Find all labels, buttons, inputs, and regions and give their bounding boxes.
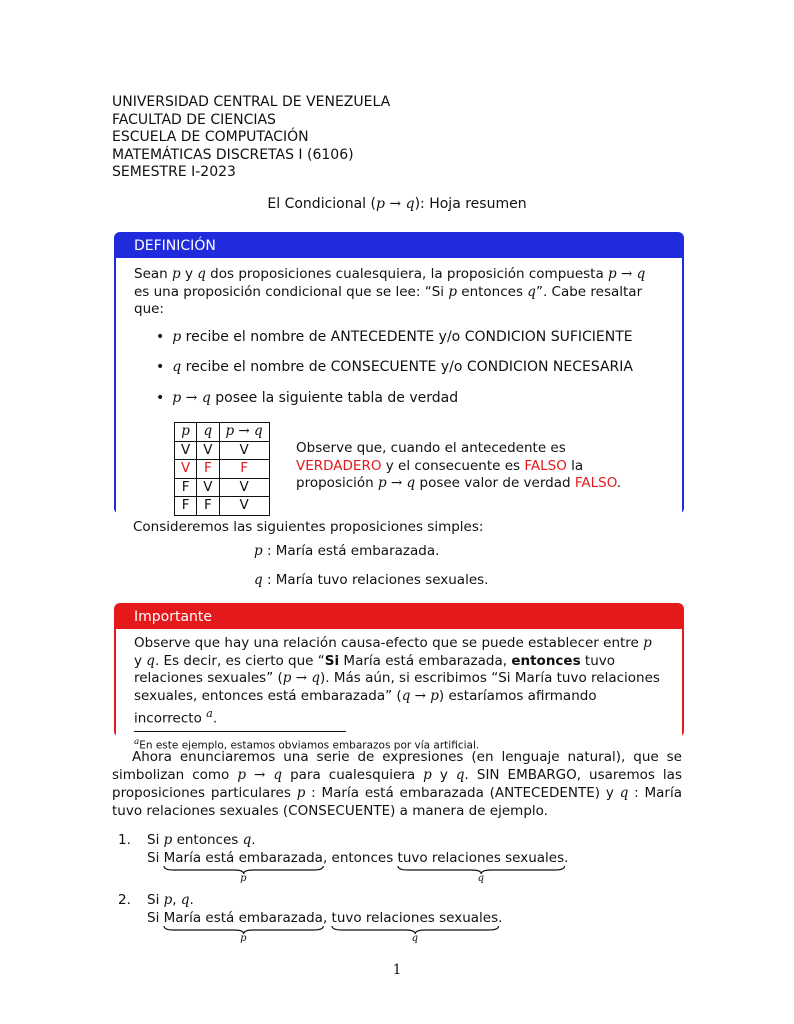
example-1-sentence: Si María está embarazada p , entonces tuvo relaciones sexuales q .: [147, 850, 569, 884]
table-row: V V V: [175, 441, 270, 460]
proposition-p: p : María está embarazada.: [254, 543, 440, 559]
important-heading: Importante: [116, 605, 682, 629]
proposition-q: q : María tuvo relaciones sexuales.: [254, 572, 489, 588]
table-row: F F V: [175, 497, 270, 516]
definition-heading: DEFINICIÓN: [116, 234, 682, 258]
truth-table: [174, 422, 270, 516]
page-title: El Condicional (p → q): Hoja resumen: [267, 196, 527, 212]
table-row: F V V: [175, 478, 270, 497]
header-course: MATEMÁTICAS DISCRETAS I (6106): [112, 146, 354, 163]
header-semester: SEMESTRE I-2023: [112, 164, 236, 180]
bullet-antecedent: • p recibe el nombre de ANTECEDENTE y/o CONDICION SUFICIENTE: [156, 329, 664, 347]
footnote: $^a$En este ejemplo, estamos obviamos embarazos por vía artificial.: [134, 737, 480, 752]
example-2-pattern: Si p, q.: [147, 892, 194, 908]
antecedent-underbrace: María está embarazada p: [163, 850, 323, 884]
example-2-number: 2.: [118, 892, 131, 908]
truth-table-observation: Observe que, cuando el antecedente es VERDADERO y el consecuente es FALSO la proposición p → q posee valor de verdad FALSO.: [296, 440, 622, 491]
definition-body: [116, 258, 682, 520]
footnote-rule: [134, 731, 346, 732]
header-faculty: FACULTAD DE CIENCIAS: [112, 111, 276, 128]
truth-table-header-q: q: [197, 423, 219, 442]
table-row-highlight: V F F: [175, 460, 270, 479]
page-number: 1: [392, 962, 402, 978]
important-box: [114, 603, 684, 752]
definition-bullets: [156, 329, 664, 408]
truth-table-row: [134, 420, 664, 512]
antecedent-underbrace: María está embarazada p: [163, 910, 323, 944]
header-university: UNIVERSIDAD CENTRAL DE VENEZUELA: [112, 94, 391, 110]
example-1-pattern: Si p entonces q.: [147, 832, 256, 848]
example-2-sentence: Si María está embarazada p , tuvo relaciones sexuales q .: [147, 910, 503, 944]
consequent-underbrace: tuvo relaciones sexuales q: [331, 910, 499, 944]
important-text: Observe que hay una relación causa-efecto que se puede establecer entre p y q. Es decir, es cierto que “Si María está embarazada, entonces tuvo relaciones sexuales” (p → q). Más aún, si escribimos “Si María tuvo relaciones sexuales, entonces está embarazada” (q → p) estaríamos afirmando incorrecto $^a$.: [134, 635, 660, 727]
simple-intro: Consideremos las siguientes proposiciones simples:: [133, 519, 484, 535]
truth-table-header-pq: p → q: [219, 423, 269, 442]
header-school: ESCUELA DE COMPUTACIÓN: [112, 129, 309, 145]
definition-intro: Sean p y q dos proposiciones cualesquiera, la proposición compuesta p → q es una proposición condicional que se lee: “Si p entonces q”. Cabe resaltar que:: [134, 266, 646, 317]
example-1-number: 1.: [118, 832, 131, 848]
document-header: [112, 94, 390, 182]
bullet-consequent: • q recibe el nombre de CONSECUENTE y/o CONDICION NECESARIA: [156, 359, 664, 377]
important-body: [116, 629, 682, 763]
definition-box: [114, 232, 684, 514]
truth-table-header-p: p: [175, 423, 197, 442]
consequent-underbrace: tuvo relaciones sexuales q: [397, 850, 565, 884]
intro-paragraph: Ahora enunciaremos una serie de expresiones (en lenguaje natural), que se simbolizan como p → q para cualesquiera p y q. SIN EMBARGO, usaremos las proposiciones particulares p : María está embarazada (ANTECEDENTE) y q : María tuvo relaciones sexuales (CONSECUENTE) a manera de ejemplo.: [112, 749, 683, 819]
bullet-truth-table: • p → q posee la siguiente tabla de verdad: [156, 390, 664, 408]
